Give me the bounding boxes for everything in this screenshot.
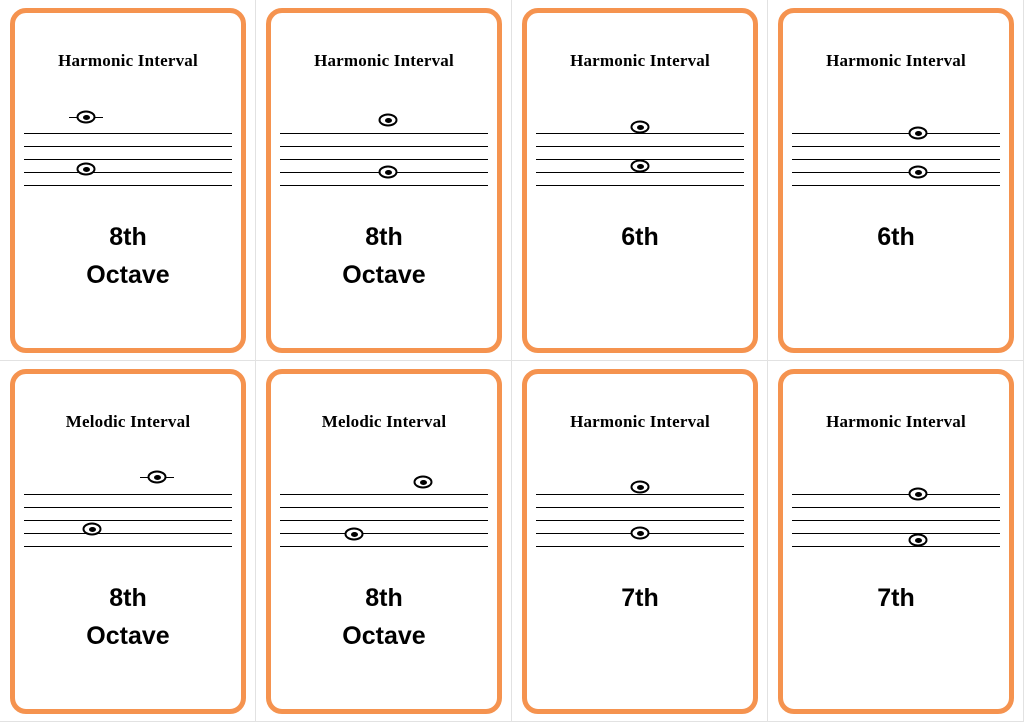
answer-number: 7th xyxy=(621,584,659,612)
staff-line xyxy=(280,507,488,508)
answer-number: 8th xyxy=(109,584,147,612)
staff-line xyxy=(536,546,744,547)
whole-note-head xyxy=(631,481,650,494)
staff-notation xyxy=(24,87,232,202)
answer-number: 6th xyxy=(877,223,915,251)
whole-note-head xyxy=(414,476,433,489)
whole-note-head xyxy=(379,114,398,127)
answer-number: 8th xyxy=(365,223,403,251)
answer-name: Octave xyxy=(86,261,170,289)
staff-notation xyxy=(280,87,488,202)
grid-cell xyxy=(0,0,256,361)
staff-line xyxy=(792,494,1000,495)
card-heading: Harmonic Interval xyxy=(826,412,966,431)
staff-line xyxy=(280,146,488,147)
flashcard[interactable] xyxy=(522,8,758,353)
staff-line xyxy=(280,533,488,534)
staff-line xyxy=(536,507,744,508)
staff-line xyxy=(792,520,1000,521)
staff-line xyxy=(280,494,488,495)
grid-cell xyxy=(512,0,768,361)
whole-note-head xyxy=(631,121,650,134)
staff-notation xyxy=(536,87,744,202)
whole-note-head xyxy=(631,160,650,173)
flashcard[interactable] xyxy=(522,369,758,714)
card-heading: Harmonic Interval xyxy=(58,51,198,70)
staff-line xyxy=(280,546,488,547)
staff-line xyxy=(536,146,744,147)
whole-note-head xyxy=(909,127,928,140)
staff-line xyxy=(24,146,232,147)
staff-line xyxy=(24,159,232,160)
answer-number: 8th xyxy=(109,223,147,251)
whole-note-head xyxy=(909,166,928,179)
whole-note-head xyxy=(345,528,364,541)
flashcard[interactable] xyxy=(266,369,502,714)
card-answer xyxy=(342,218,425,294)
staff-line xyxy=(24,546,232,547)
staff-notation xyxy=(280,448,488,563)
card-answer xyxy=(621,218,659,256)
card-heading: Harmonic Interval xyxy=(570,412,710,431)
whole-note-head xyxy=(77,163,96,176)
staff-line xyxy=(536,185,744,186)
staff-line xyxy=(792,533,1000,534)
staff-notation xyxy=(24,448,232,563)
staff-line xyxy=(536,494,744,495)
whole-note-head xyxy=(631,527,650,540)
staff-line xyxy=(24,494,232,495)
flashcard[interactable] xyxy=(10,8,246,353)
whole-note-head xyxy=(148,471,167,484)
card-heading: Harmonic Interval xyxy=(570,51,710,70)
card-answer xyxy=(621,579,659,617)
staff-line xyxy=(24,133,232,134)
card-answer xyxy=(877,218,915,256)
card-heading: Melodic Interval xyxy=(321,412,447,431)
flashcard[interactable] xyxy=(778,8,1014,353)
staff-line xyxy=(24,185,232,186)
answer-name: Octave xyxy=(86,622,170,650)
card-answer xyxy=(342,579,425,655)
whole-note-head xyxy=(909,488,928,501)
staff-line xyxy=(24,533,232,534)
staff-line xyxy=(792,146,1000,147)
staff-line xyxy=(24,172,232,173)
whole-note-head xyxy=(379,166,398,179)
staff-line xyxy=(792,172,1000,173)
flashcard[interactable] xyxy=(10,369,246,714)
card-answer xyxy=(877,579,915,617)
staff-line xyxy=(280,133,488,134)
whole-note-head xyxy=(77,111,96,124)
whole-note-head xyxy=(909,534,928,547)
answer-number: 8th xyxy=(365,584,403,612)
answer-name: Octave xyxy=(342,622,426,650)
staff-line xyxy=(792,507,1000,508)
staff-line xyxy=(792,133,1000,134)
staff-notation xyxy=(792,448,1000,563)
staff-line xyxy=(792,159,1000,160)
card-heading: Harmonic Interval xyxy=(826,51,966,70)
whole-note-head xyxy=(83,523,102,536)
card-answer xyxy=(86,579,169,655)
staff-line xyxy=(24,520,232,521)
grid-cell xyxy=(256,361,512,722)
answer-name: Octave xyxy=(342,261,426,289)
staff-notation xyxy=(536,448,744,563)
card-answer xyxy=(86,218,169,294)
staff-line xyxy=(536,520,744,521)
grid-cell xyxy=(256,0,512,361)
grid-cell xyxy=(512,361,768,722)
staff-line xyxy=(792,185,1000,186)
grid-cell xyxy=(768,0,1024,361)
staff-line xyxy=(280,520,488,521)
answer-number: 7th xyxy=(877,584,915,612)
card-heading: Harmonic Interval xyxy=(314,51,454,70)
staff-line xyxy=(280,159,488,160)
staff-line xyxy=(280,185,488,186)
grid-cell xyxy=(0,361,256,722)
flashcard[interactable] xyxy=(778,369,1014,714)
grid-cell xyxy=(768,361,1024,722)
staff-line xyxy=(24,507,232,508)
staff-notation xyxy=(792,87,1000,202)
flashcard[interactable] xyxy=(266,8,502,353)
staff-line xyxy=(792,546,1000,547)
card-heading: Melodic Interval xyxy=(65,412,191,431)
answer-number: 6th xyxy=(621,223,659,251)
